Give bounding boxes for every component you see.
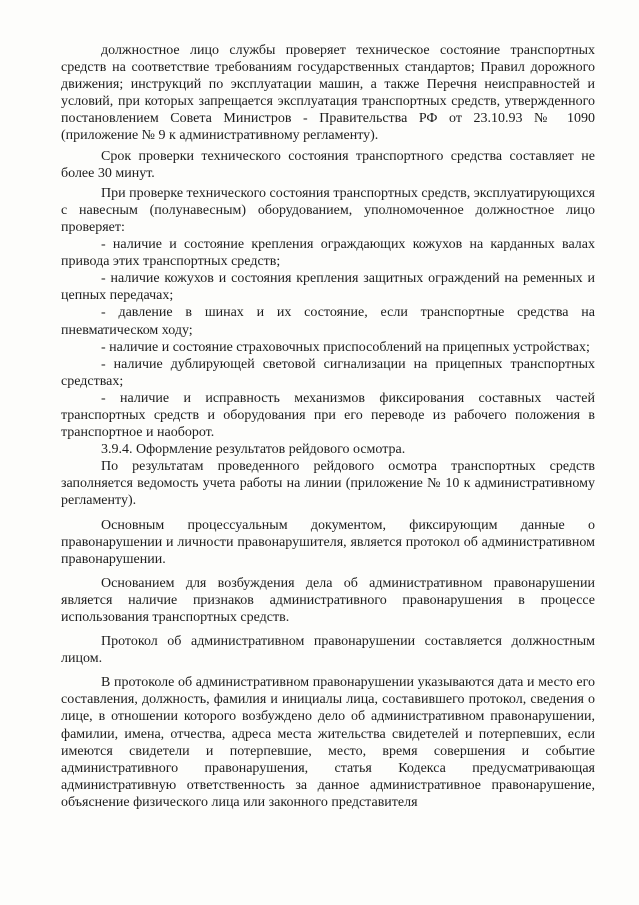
document-body — [61, 42, 595, 811]
paragraph-line-sheet: По результатам проведенного рейдового осмотра транспортных средств заполняется ведомость учета работы на линии (приложение № 10 к административному регламенту). — [61, 459, 595, 509]
paragraph-inspection-duration: Срок проверки технического состояния транспортного средства составляет не более 30 минут. — [61, 148, 595, 181]
paragraph-protocol-author: Протокол об административном правонарушении составляется должностным лицом. — [61, 634, 595, 667]
list-item-belt-guards: - наличие кожухов и состояния крепления защитных ограждений на ременных и цепных передачах; — [61, 271, 595, 304]
paragraph-attachment-check-intro: При проверке технического состояния транспортных средств, эксплуатирующихся с навесным (полунавесным) оборудованием, уполномоченное должностное лицо проверяет: — [61, 185, 595, 235]
list-item-locking-mechanisms: - наличие и исправность механизмов фиксирования составных частей транспортных средств и оборудования при его переводе из рабочего положения в транспортное и наоборот. — [61, 390, 595, 441]
paragraph-protocol-document: Основным процессуальным документом, фиксирующим данные о правонарушении и личности правонарушителя, является протокол об административном правонарушении. — [61, 517, 595, 567]
paragraph-protocol-contents: В протоколе об административном правонарушении указываются дата и место его составления, должность, фамилия и инициалы лица, составившего протокол, сведения о лице, в отношении которого возбуждено дело об административном правонарушении, фамилии, имена, отчества, адреса места жительства свидетелей и потерпевших, если имеются свидетели и потерпевшие, место, время совершения и событие административного правонарушения, статья Кодекса предусматривающая административную ответственность за данное административное правонарушение, объяснение физического лица или законного представителя — [61, 675, 595, 810]
list-item-tyre-pressure: - давление в шинах и их состояние, если транспортные средства на пневматическом ходу; — [61, 305, 595, 338]
list-item-signal-lights: - наличие дублирующей световой сигнализации на прицепных транспортных средствах; — [61, 356, 595, 389]
list-item-cardan-guards: - наличие и состояние крепления ограждающих кожухов на карданных валах привода этих транспортных средств; — [61, 237, 595, 270]
section-heading-3-9-4: 3.9.4. Оформление результатов рейдового осмотра. — [101, 442, 406, 458]
list-item-safety-devices: - наличие и состояние страховочных приспособлений на прицепных устройствах; — [101, 339, 590, 355]
paragraph-case-grounds: Основанием для возбуждения дела об административном правонарушении является наличие признаков административного правонарушения в процессе использования транспортных средств. — [61, 575, 595, 625]
paragraph-inspection-scope: должностное лицо службы проверяет техническое состояние транспортных средств на соответствие требованиям государственных стандартов; Правил дорожного движения; инструкций по эксплуатации машин, а также Перечня неисправностей и условий, при которых запрещается эксплуатация транспортных средств, утвержденного постановлением Совета Министров - Правительства РФ от 23.10.93 № 1090 (приложение № 9 к административному регламенту). — [61, 43, 595, 144]
